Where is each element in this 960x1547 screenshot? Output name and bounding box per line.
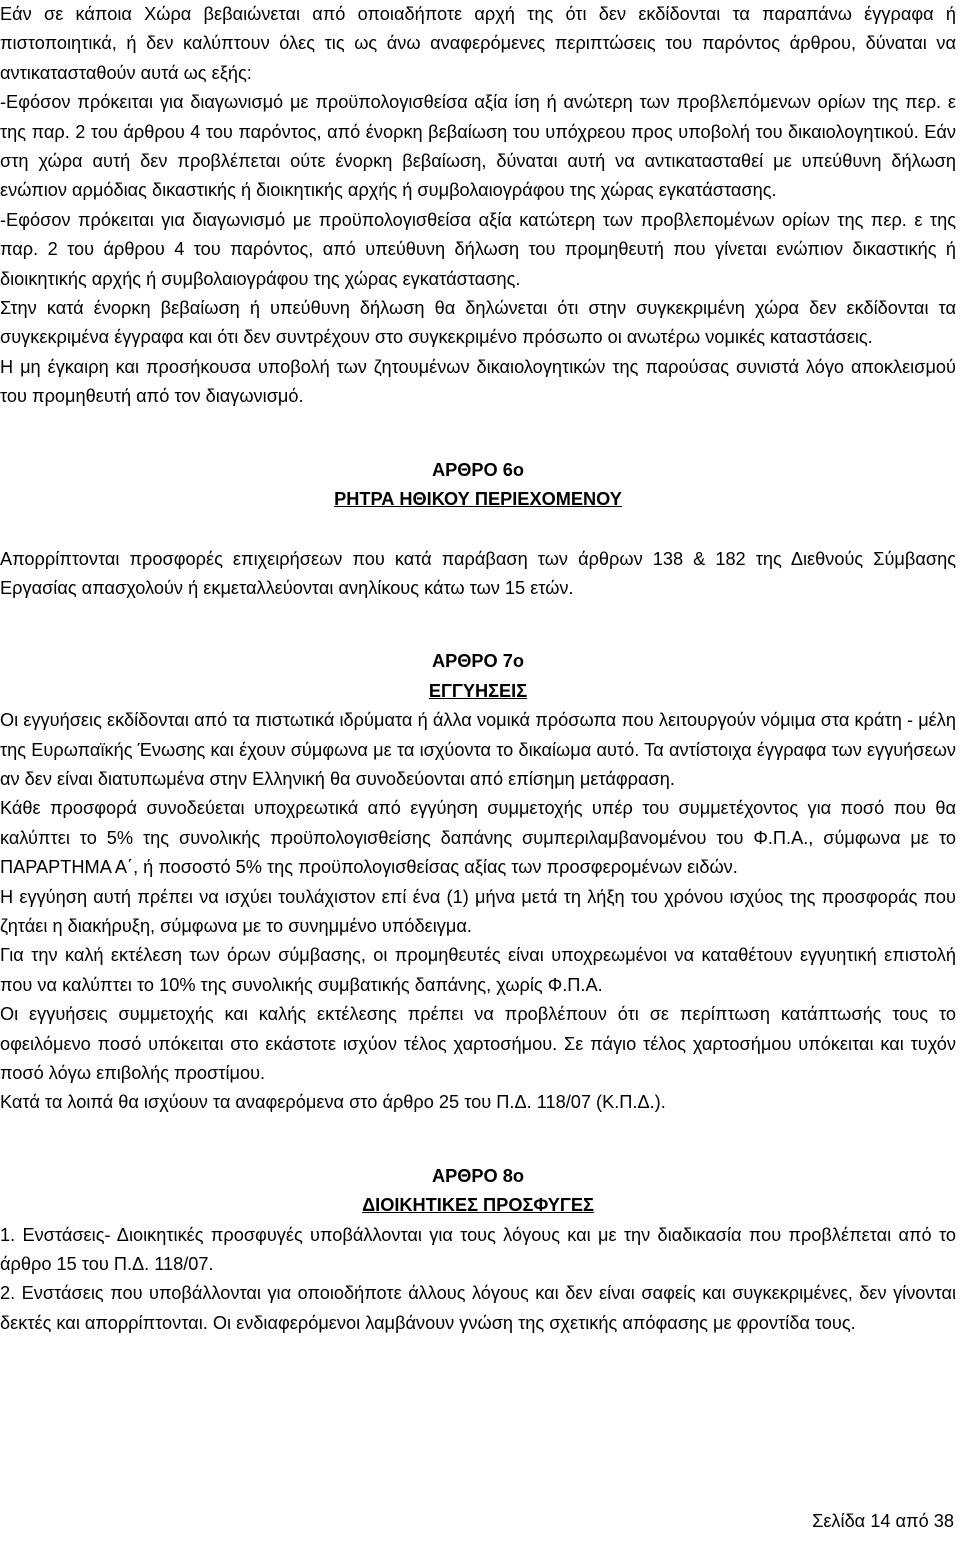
article-6-title: ΡΗΤΡΑ ΗΘΙΚΟΥ ΠΕΡΙΕΧΟΜΕΝΟΥ [334, 489, 622, 510]
paragraph: Εάν σε κάποια Χώρα βεβαιώνεται από οποιαδήποτε αρχή της ότι δεν εκδίδονται τα παραπάνω έγγραφα ή πιστοποιητικά, ή δεν καλύπτουν όλες τις ως άνω αναφερόμενες περιπτώσεις του παρόντος άρθρου, δύναται να αντικατασταθούν αυτά ως εξής: [0, 4, 956, 83]
page-number: Σελίδα 14 από 38 [812, 1511, 954, 1531]
paragraph: Η μη έγκαιρη και προσήκουσα υποβολή των ζητουμένων δικαιολογητικών της παρούσας συνιστά λόγο αποκλεισμού του προμηθευτή από τον διαγωνισμό. [0, 356, 956, 407]
paragraph: Οι εγγυήσεις εκδίδονται από τα πιστωτικά ιδρύματα ή άλλα νομικά πρόσωπα που λειτουργούν νόμιμα στα κράτη - μέλη της Ευρωπαϊκής Ένωσης και έχουν σύμφωνα με τα ισχύοντα το δικαίωμα αυτό. Τα αντίστοιχα έγγραφα των εγγυήσεων αν δεν είναι διατυπωμένα στην Ελληνική θα συνοδεύονται από επίσημη μετάφραση. [0, 710, 956, 789]
spacer [0, 515, 956, 545]
article-8-number: ΑΡΘΡΟ 8ο [432, 1165, 524, 1186]
spacer [0, 603, 956, 647]
article-6-number: ΑΡΘΡΟ 6ο [432, 459, 524, 480]
paragraph: Κατά τα λοιπά θα ισχύουν τα αναφερόμενα στο άρθρο 25 του Π.Δ. 118/07 (Κ.Π.Δ.). [0, 1092, 666, 1113]
paragraph: -Εφόσον πρόκειται για διαγωνισμό με προϋπολογισθείσα αξία κατώτερη των προβλεπομένων ορίων της περ. ε της παρ. 2 του άρθρου 4 του παρόντος, από υπεύθυνη δήλωση του προμηθευτή που γίνεται ενώπιον δικαστικής ή διοικητικής αρχής ή συμβολαιογράφου της χώρας εγκατάστασης. [0, 209, 956, 289]
paragraph: Απορρίπτονται προσφορές επιχειρήσεων που κατά παράβαση των άρθρων 138 & 182 της Διεθνούς Σύμβασης Εργασίας απασχολούν ή εκμεταλλεύονται ανηλίκους κάτω των 15 ετών. [0, 548, 956, 598]
paragraph: Για την καλή εκτέλεση των όρων σύμβασης, οι προμηθευτές είναι υποχρεωμένοι να καταθέτουν εγγυητική επιστολή που να καλύπτει το 10% της συνολικής συμβατικής δαπάνης, χωρίς Φ.Π.Α. [0, 945, 956, 995]
paragraph: -Εφόσον πρόκειται για διαγωνισμό με προϋπολογισθείσα αξία ίση ή ανώτερη των προβλεπόμενων ορίων της περ. ε της παρ. 2 του άρθρου 4 του παρόντος, από ένορκη βεβαίωση του υπόχρεου προς υποβολή του δικαιολογητικού. Εάν στη χώρα αυτή δεν προβλέπεται ούτε ένορκη βεβαίωση, δύναται αυτή να αντικατασταθεί με υπεύθυνη δήλωση ενώπιον αρμόδιας δικαστικής ή διοικητικής αρχής ή συμβολαιογράφου της χώρας εγκατάστασης. [0, 92, 956, 201]
paragraph: 1. Ενστάσεις- Διοικητικές προσφυγές υποβάλλονται για τους λόγους και με την διαδικασία που προβλέπεται από το άρθρο 15 του Π.Δ. 118/07. [0, 1224, 956, 1275]
paragraph: 2. Ενστάσεις που υποβάλλονται για οποιοδήποτε άλλους λόγους και δεν είναι σαφείς και συγκεκριμένες, δεν γίνονται δεκτές και απορρίπτονται. Οι ενδιαφερόμενοι λαμβάνουν γνώση της σχετικής απόφασης με φροντίδα τους. [0, 1283, 956, 1333]
article-7-title: ΕΓΓΥΗΣΕΙΣ [428, 680, 528, 701]
spacer [0, 412, 956, 456]
article-7-number: ΑΡΘΡΟ 7ο [432, 651, 524, 672]
paragraph: Στην κατά ένορκη βεβαίωση ή υπεύθυνη δήλωση θα δηλώνεται ότι στην συγκεκριμένη χώρα δεν εκδίδονται τα συγκεκριμένα έγγραφα και ότι δεν συντρέχουν στο συγκεκριμένο πρόσωπο οι ανωτέρω νομικές καταστάσεις. [0, 298, 956, 348]
paragraph: Οι εγγυήσεις συμμετοχής και καλής εκτέλεσης πρέπει να προβλέπουν ότι σε περίπτωση κατάπτωσής τους το οφειλόμενο ποσό υπόκειται στο εκάστοτε ισχύον τέλος χαρτοσήμου. Σε πάγιο τέλος χαρτοσήμου υπόκειται και τυχόν ποσό λόγω επιβολής προστίμου. [0, 1004, 956, 1083]
paragraph: Η εγγύηση αυτή πρέπει να ισχύει τουλάχιστον επί ένα (1) μήνα μετά τη λήξη του χρόνου ισχύος της προσφοράς που ζητάει η διακήρυξη, σύμφωνα με το συνημμένο υπόδειγμα. [0, 886, 956, 936]
paragraph: Κάθε προσφορά συνοδεύεται υποχρεωτικά από εγγύηση συμμετοχής υπέρ του συμμετέχοντος για ποσό που θα καλύπτει το 5% της συνολικής προϋπολογισθείσης δαπάνης συμπεριλαμβανομένου του Φ.Π.Α., σύμφωνα με το ΠΑΡΑΡΤΗΜΑ Α΄, ή ποσοστό 5% της προϋπολογισθείσας αξίας των προσφερομένων ειδών. [0, 798, 956, 878]
article-8-title: ΔΙΟΙΚΗΤΙΚΕΣ ΠΡΟΣΦΥΓΕΣ [362, 1195, 594, 1216]
spacer [0, 1118, 956, 1162]
